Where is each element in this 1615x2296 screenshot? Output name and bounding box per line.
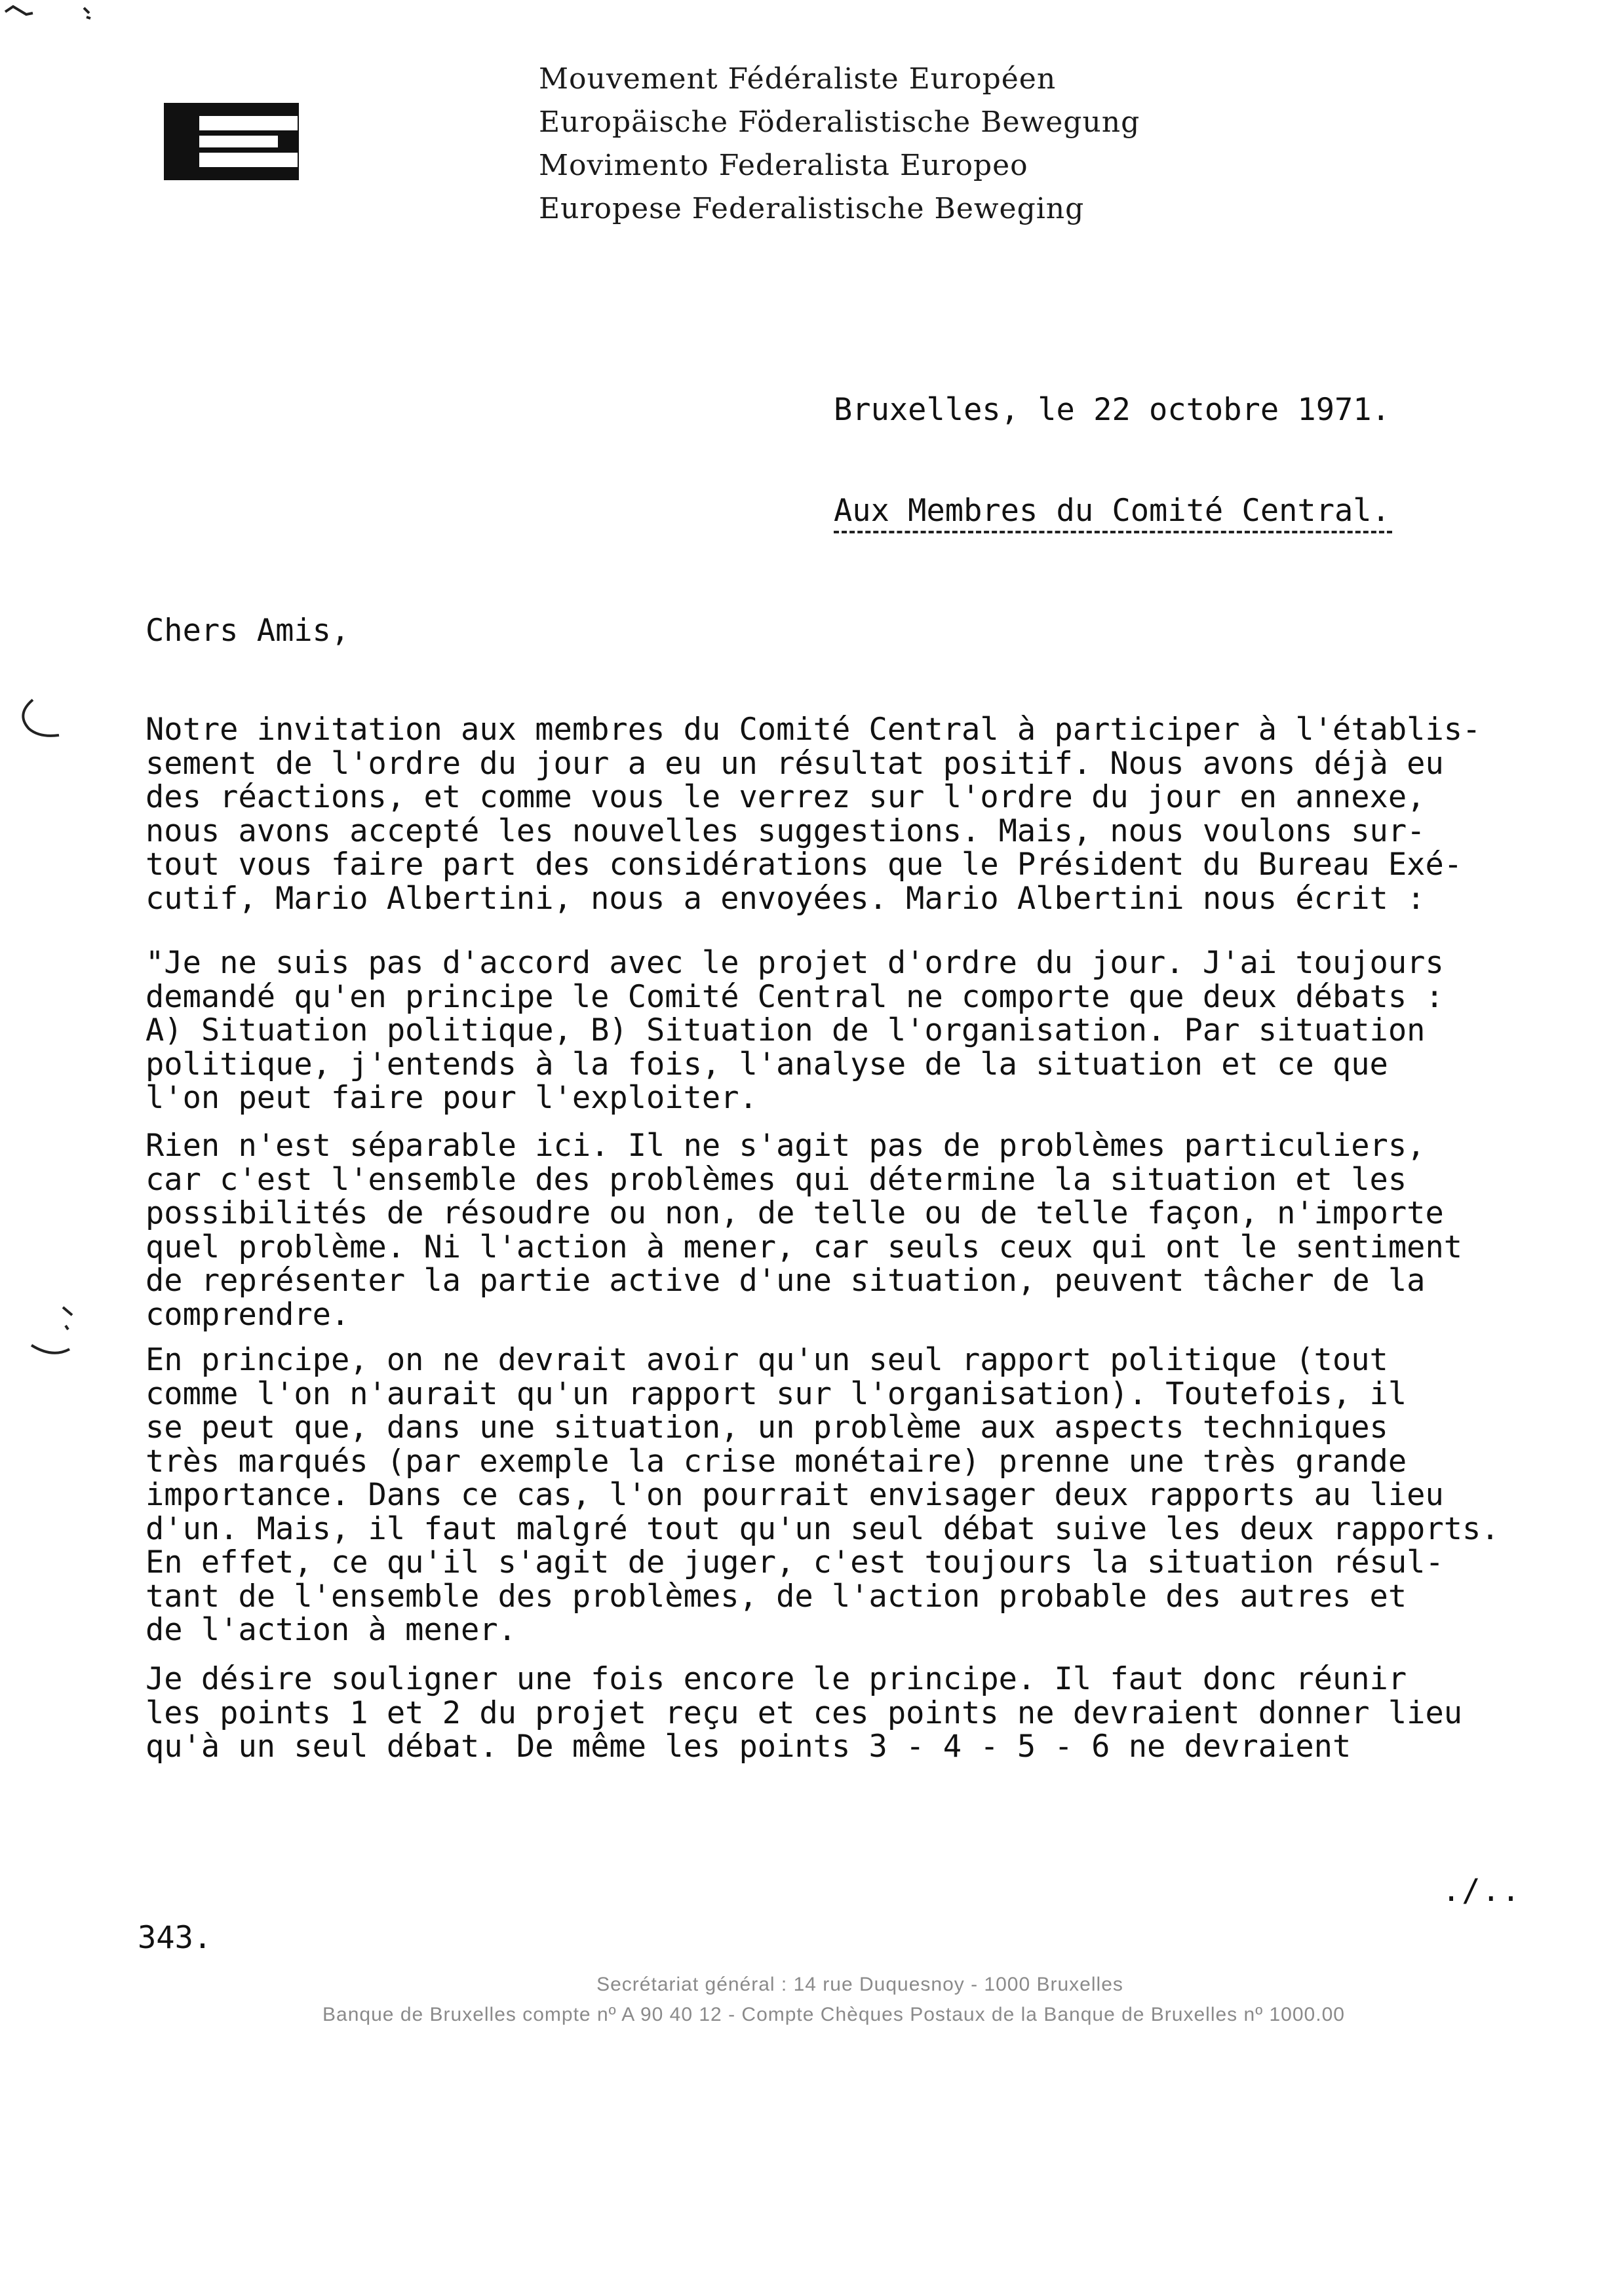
paragraph-line: car c'est l'ensemble des problèmes qui détermine la situation et les [146, 1161, 1407, 1198]
page-number: 343. [138, 1920, 212, 1956]
paragraph-line: qu'à un seul débat. De même les points 3 - 4 - 5 - 6 ne devraient [146, 1729, 1352, 1765]
paragraph-conclusion [146, 1662, 1462, 1764]
footer-bank: Banque de Bruxelles compte nº A 90 40 12 - Compte Chèques Postaux de la Banque de Bruxelles nº 1000.00 [322, 2004, 1345, 2025]
european-federalist-e-icon [163, 102, 300, 182]
paragraph-line: très marqués (par exemple la crise monétaire) prenne une très grande [146, 1443, 1407, 1480]
salutation: Chers Amis, [146, 613, 350, 649]
paragraph-line: quel problème. Ni l'action à mener, car seuls ceux qui ont le sentiment [146, 1229, 1463, 1265]
paragraph-line: Rien n'est séparable ici. Il ne s'agit pas de problèmes particuliers, [146, 1128, 1426, 1164]
paragraph-line: possibilités de résoudre ou non, de telle ou de telle façon, n'importe [146, 1195, 1444, 1231]
paragraph-line: de représenter la partie active d'une situation, peuvent tâcher de la [146, 1263, 1426, 1299]
paragraph-line: se peut que, dans une situation, un problème aux aspects techniques [146, 1409, 1388, 1445]
letterhead [539, 58, 1140, 231]
paragraph-line: importance. Dans ce cas, l'on pourrait envisager deux rapports au lieu [146, 1477, 1444, 1513]
paragraph-line: nous avons accepté les nouvelles suggestions. Mais, nous voulons sur- [146, 813, 1426, 849]
paragraph-line: "Je ne suis pas d'accord avec le projet d'ordre du jour. J'ai toujours [146, 945, 1444, 981]
paragraph-line: politique, j'entends à la fois, l'analyse de la situation et ce que [146, 1046, 1388, 1082]
footer-address: Secrétariat général : 14 rue Duquesnoy - 1000 Bruxelles [596, 1974, 1123, 1995]
paragraph-line: l'on peut faire pour l'exploiter. [146, 1080, 758, 1116]
paragraph-line: Je désire souligner une fois encore le principe. Il faut donc réunir [146, 1661, 1407, 1697]
paragraph-line: sement de l'ordre du jour a eu un résultat positif. Nous avons déjà eu [146, 745, 1444, 782]
paragraph-line: Notre invitation aux membres du Comité Central à participer à l'établis- [146, 712, 1481, 748]
recipient-underline [834, 531, 1392, 533]
paragraph-separability [146, 1129, 1462, 1331]
recipient-line: Aux Membres du Comité Central. [834, 493, 1390, 529]
paragraph-line: comprendre. [146, 1296, 350, 1333]
continuation-mark: ./.. [1442, 1873, 1522, 1909]
margin-punch-mark-icon [26, 1301, 79, 1366]
paragraph-principle [146, 1343, 1500, 1647]
paragraph-line: cutif, Mario Albertini, nous a envoyées. Mario Albertini nous écrit : [146, 880, 1426, 917]
paragraph-intro [146, 713, 1481, 915]
margin-curve-mark-icon [13, 695, 66, 747]
paragraph-line: comme l'on n'aurait qu'un rapport sur l'organisation). Toutefois, il [146, 1375, 1407, 1412]
paragraph-line: demandé qu'en principe le Comité Central ne comporte que deux débats : [146, 978, 1444, 1015]
org-name-italian: Movimento Federalista Europeo [539, 149, 1028, 182]
paragraph-line: tant de l'ensemble des problèmes, de l'action probable des autres et [146, 1578, 1407, 1615]
paragraph-line: de l'action à mener. [146, 1612, 516, 1648]
paragraph-line: En effet, ce qu'il s'agit de juger, c'est toujours la situation résul- [146, 1544, 1444, 1580]
corner-mark-icon [0, 0, 131, 39]
org-name-french: Mouvement Fédéraliste Européen [539, 62, 1057, 96]
paragraph-line: les points 1 et 2 du projet reçu et ces points ne devraient donner lieu [146, 1694, 1463, 1731]
paragraph-line: des réactions, et comme vous le verrez sur l'ordre du jour en annexe, [146, 779, 1426, 815]
paragraph-line: tout vous faire part des considérations que le Président du Bureau Exé- [146, 847, 1463, 883]
paragraph-line: A) Situation politique, B) Situation de l'organisation. Par situation [146, 1012, 1426, 1048]
paragraph-quote-start [146, 946, 1444, 1115]
org-name-german: Europäische Föderalistische Bewegung [539, 105, 1140, 139]
org-name-dutch: Europese Federalistische Beweging [539, 192, 1085, 225]
paragraph-line: En principe, on ne devrait avoir qu'un seul rapport politique (tout [146, 1342, 1388, 1378]
date-line: Bruxelles, le 22 octobre 1971. [834, 392, 1390, 428]
paragraph-line: d'un. Mais, il faut malgré tout qu'un seul débat suive les deux rapports. [146, 1510, 1500, 1547]
